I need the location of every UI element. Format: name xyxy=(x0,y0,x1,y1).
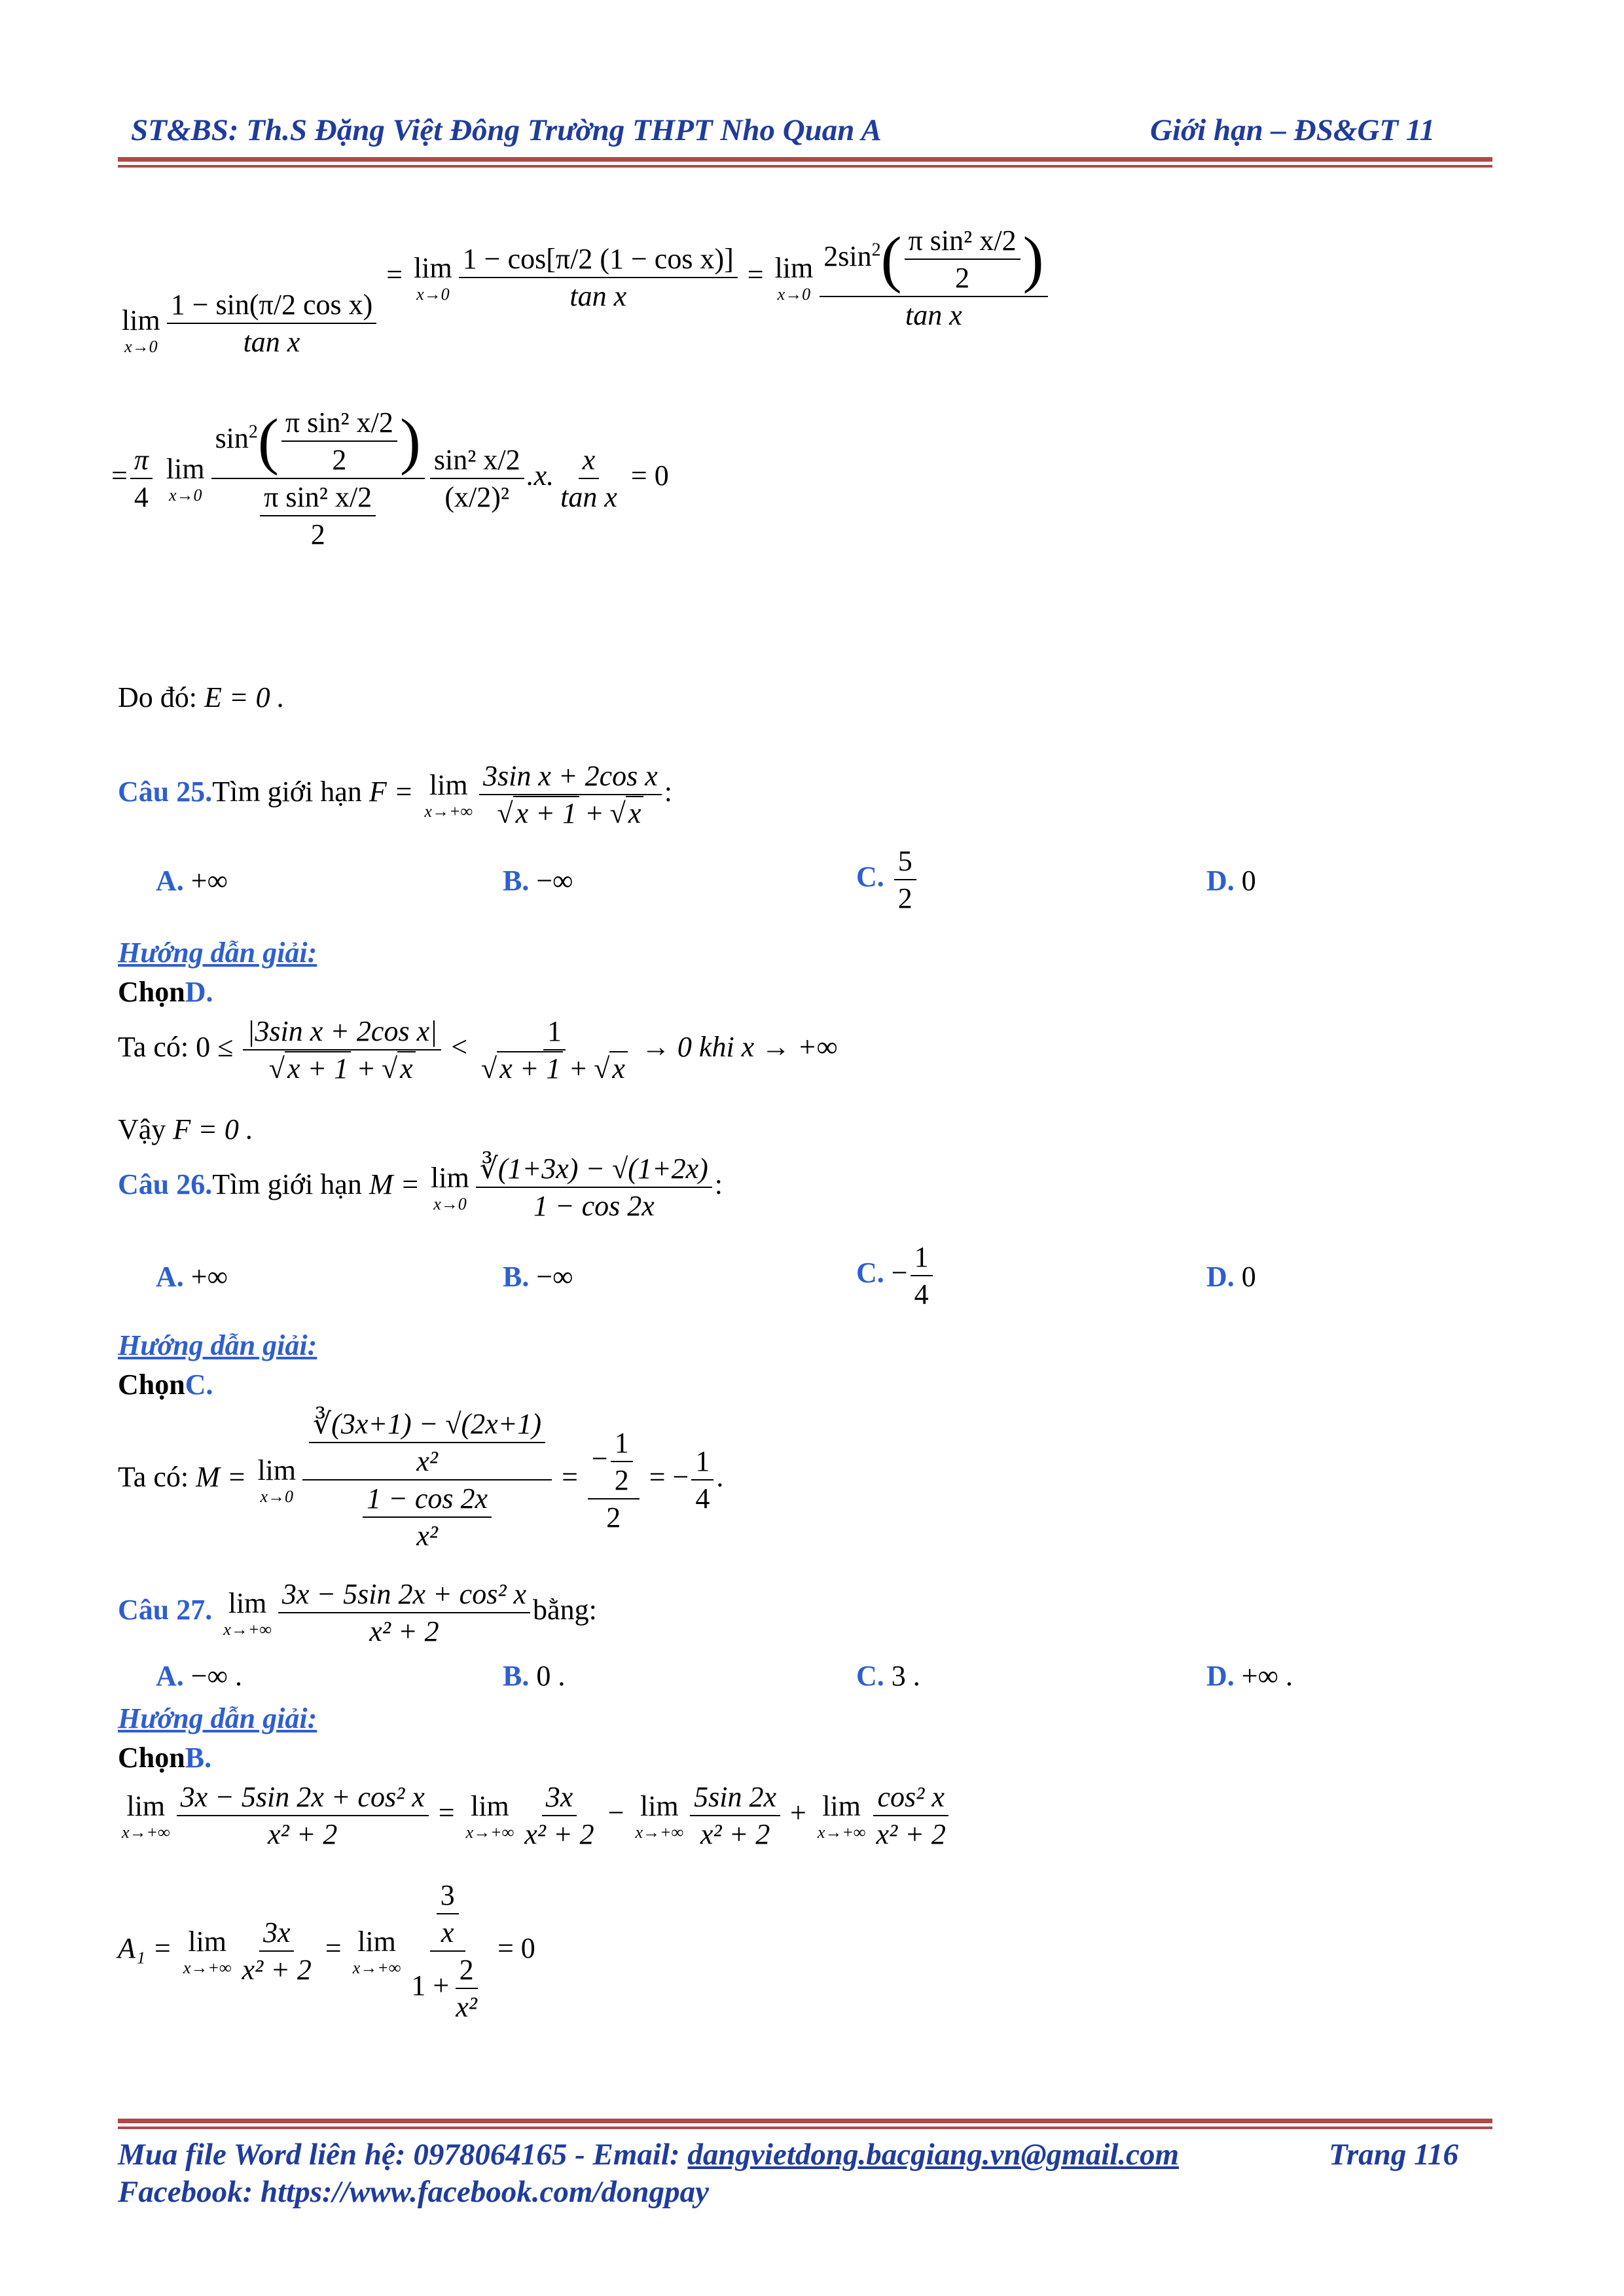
q25-guide-heading: Hướng dẫn giải: xyxy=(118,937,317,969)
header-left: ST&BS: Th.S Đặng Việt Đông Trường THPT Nho Quan A xyxy=(131,113,882,147)
question-27: Câu 27. lim x→+∞ $\frac{\text{3x − 5sin 2x + cos² x}}{\text{x² + 2}}$ bằng: xyxy=(118,1578,597,1647)
q27-guide-heading: Hướng dẫn giải: xyxy=(118,1702,317,1734)
frac2-num: 1 − cos[π/2 (1 − cos x)] xyxy=(459,242,738,278)
q27-option-a: A. −∞ . xyxy=(156,1660,242,1692)
footer-page-number: Trang 116 xyxy=(1329,2138,1459,2172)
q25-option-d: D. 0 xyxy=(1206,865,1256,897)
frac-a-num: $\sin^2$( $\frac{\text{π sin² x/2}}{2}$ ) xyxy=(211,406,425,479)
q26-option-a: A. +∞ xyxy=(156,1261,228,1293)
header-rule-thin xyxy=(118,165,1492,168)
q25-conclusion: Vậy F = 0 . xyxy=(118,1113,253,1145)
q27-option-d: D. +∞ . xyxy=(1206,1660,1293,1692)
q27-a1: A₁ = lim x→+∞ $\frac{3x}{\text{x² + 2}}$ = lim x→+∞ $\frac{3}{x}$ 1 + $\frac{2}{\text{x²}}$ = 0 xyxy=(118,1879,535,2023)
q26-guide-heading: Hướng dẫn giải: xyxy=(118,1329,317,1361)
q27-option-b: B. 0 . xyxy=(503,1660,566,1692)
question-25: Câu 25.Tìm giới hạn F = lim x→+∞ $\frac{\text{3sin x + 2cos x}}{√x + 1 + √x}$ : xyxy=(118,760,673,829)
frac2-den: tan x xyxy=(569,280,627,312)
footer-facebook: Facebook: https://www.facebook.com/dongpay xyxy=(118,2175,709,2209)
header-right: Giới hạn – ĐS&GT 11 xyxy=(1150,113,1435,147)
q25-option-b: B. −∞ xyxy=(503,865,573,897)
q26-answer: ChọnC. xyxy=(118,1369,213,1401)
frac3-num: $2\sin^2$( $\frac{\text{π sin² x/2}}{2}$ ) xyxy=(820,224,1047,297)
frac1-den: tan x xyxy=(243,326,300,358)
q25-option-a: A. +∞ xyxy=(156,865,228,897)
derivation-line-2: = $\frac{\pi}{4}$ lim x→0 $\sin^2$( $\frac{\text{π sin² x/2}}{2}$ ) $\frac{\text{π sin² x/2}}{2}$ $\frac{\text{sin² x/2}}{\text{(x/2)²}}$ .x. $\frac{x}{\text{tan x}}$ = 0 xyxy=(111,406,669,550)
footer-contact: Mua file Word liên hệ: 0978064165 - Email: dangvietdong.bacgiang.vn@gmail.com xyxy=(118,2138,1180,2172)
frac3-den: tan x xyxy=(905,298,962,331)
q27-answer: ChọnB. xyxy=(118,1742,212,1774)
conclusion-E: Do đó: E = 0 . xyxy=(118,681,285,713)
q26-option-b: B. −∞ xyxy=(503,1261,573,1293)
q26-solution: Ta có: M = lim x→0 $\frac{\frac{∛(3x+1) - √(2x+1)}{\text{x²}}}{\frac{1 - \cos 2x}{\text{x²}}}$ = − $\frac{1}{2}$ 2 = − $\frac{1}{4}$ . xyxy=(118,1408,724,1552)
footer-rule xyxy=(118,2119,1492,2123)
q26-option-c: C. − $\frac{1}{4}$ xyxy=(856,1240,935,1311)
header-rule xyxy=(118,157,1492,162)
footer-rule-thin xyxy=(118,2126,1492,2129)
q25-answer: ChọnD. xyxy=(118,976,213,1008)
question-26: Câu 26.Tìm giới hạn M = lim x→0 $\frac{∛(1+3x) - √(1+2x)}{1 - \cos 2x}$ : xyxy=(118,1153,723,1222)
q27-option-c: C. 3 . xyxy=(856,1660,920,1692)
q27-split: lim x→+∞ $\frac{\text{3x − 5sin 2x + cos² x}}{\text{x² + 2}}$ = lim x→+∞ $\frac{3x}{\text{x² + 2}}$ − lim x→+∞ $\frac{5\sin 2x}{\text{x² + 2}}$ + lim x→+∞ $\frac{\text{cos² x}}{\text{x² + 2}}$ xyxy=(118,1780,952,1851)
q25-solution: Ta có: 0 ≤ $\frac{\text{|3sin x + 2cos x|}}{√x + 1 + √x}$ < $\frac{1}{√x + 1 + √x}$ → 0 khi x → +∞ xyxy=(118,1015,838,1085)
footer-email-link[interactable]: dangvietdong.bacgiang.vn@gmail.com xyxy=(687,2138,1180,2172)
q26-option-d: D. 0 xyxy=(1206,1261,1256,1293)
frac1-num: 1 − sin(π/2 cos x) xyxy=(167,288,377,324)
q25-option-c: C. $\frac{5}{2}$ xyxy=(856,844,919,915)
derivation-line-1: lim x→0 $\frac{\text{1 − sin(π/2 cos x)}}{\text{tan x}}$ = lim x→0 $\frac{\text{1 − cos[π/2 (1 − cos x)]}}{\text{tan x}}$ = lim x→0 $2\sin^2$( $\frac{\text{π sin² x/2}}{2}$ ) tan x xyxy=(118,196,1051,359)
